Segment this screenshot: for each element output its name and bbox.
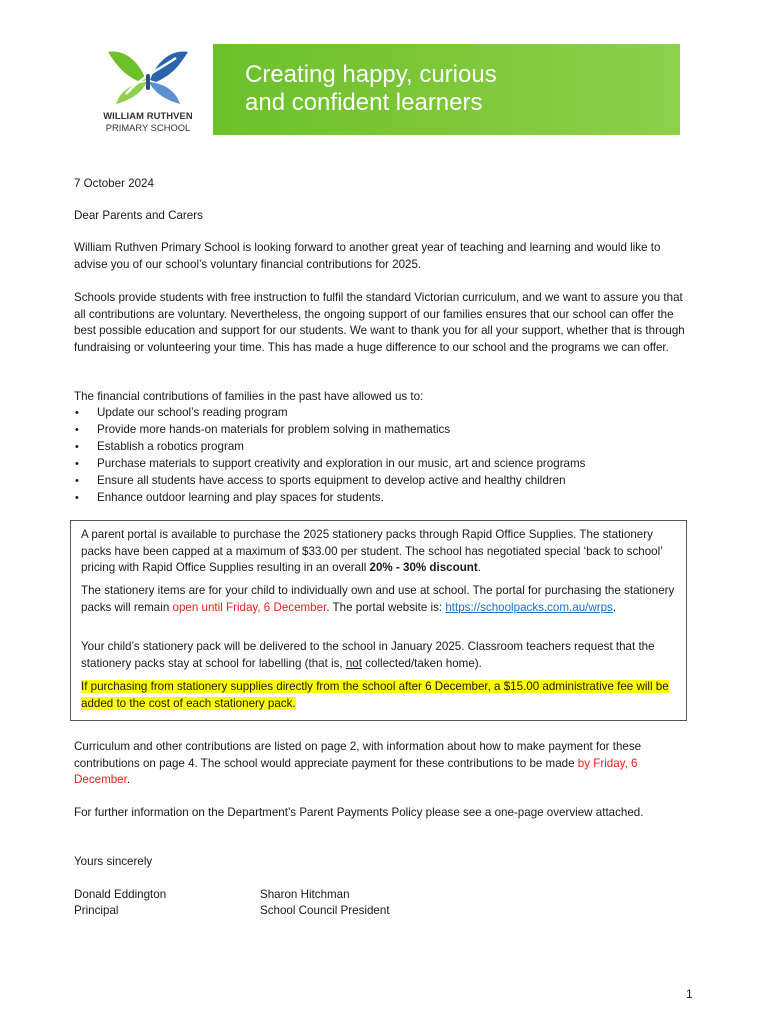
list-item-text: Establish a robotics program: [97, 440, 244, 453]
list-item: [74, 439, 694, 456]
bullet-glyph: •: [75, 424, 79, 436]
contributions-list: [74, 405, 694, 507]
list-item-text: Ensure all students have access to sports equipment to develop active and healthy children: [97, 474, 566, 487]
president-title: School Council President: [260, 904, 390, 917]
school-logo: [96, 44, 200, 140]
instruction-paragraph: Schools provide students with free instruction to fulfil the standard Victorian curriculum, and we want to assure you that all contributions are voluntary. Nevertheless, the ongoing support of our families ensures that our school can offer the best possible education and support for our students. We want to thank you for all your support, whether that is through fundraising or volunteering your time. This has made a huge difference to our school and the programs we can offer.: [74, 291, 685, 354]
policy-paragraph: For further information on the Department’s Parent Payments Policy please see a one-page overview attached.: [74, 806, 644, 819]
president-name: Sharon Hitchman: [260, 888, 350, 901]
stationery-info-box: [70, 520, 687, 721]
list-item: [74, 456, 694, 473]
stationery-portal-paragraph: A parent portal is available to purchase the 2025 stationery packs through Rapid Office Supplies. The stationery packs have been capped at a maximum of $33.00 per student. The school has negotiated special ‘back to school’ pricing with Rapid Office Supplies resulting in an overall 20% - 30% discount.: [81, 528, 663, 575]
logo-school-name: WILLIAM RUTHVEN: [103, 110, 193, 121]
principal-title: Principal: [74, 904, 119, 917]
list-item-text: Update our school’s reading program: [97, 406, 288, 419]
curriculum-paragraph: Curriculum and other contributions are listed on page 2, with information about how to make payment for these contributions on page 4. The school would appreciate payment for these contributions to be made by Friday, 6 December.: [74, 740, 642, 787]
butterfly-icon: [106, 44, 190, 108]
discount-text: 20% - 30% discount: [369, 561, 478, 575]
stationery-items-paragraph: The stationery items are for your child to individually own and use at school. The portal for purchasing the stationery packs will remain open until Friday, 6 December. The portal website is: https://schoolpacks.com.au/wrps.: [81, 584, 675, 614]
list-item-text: Enhance outdoor learning and play spaces for students.: [97, 491, 384, 504]
banner-slogan-line1: Creating happy, curious: [245, 61, 497, 88]
banner-slogan-line2: and confident learners: [245, 89, 483, 116]
contributions-lead-in: The financial contributions of families in the past have allowed us to:: [74, 390, 424, 403]
intro-paragraph: William Ruthven Primary School is looking forward to another great year of teaching and learning and would like to advise you of our school’s voluntary financial contributions for 2025.: [74, 241, 661, 271]
list-item-text: Purchase materials to support creativity and exploration in our music, art and science programs: [97, 457, 586, 470]
list-item: [74, 422, 694, 439]
not-underlined-text: not: [345, 656, 362, 670]
payment-deadline-text: by Friday, 6 December: [74, 756, 638, 787]
bullet-glyph: •: [75, 475, 79, 487]
list-item: [74, 473, 694, 490]
bullet-glyph: •: [75, 407, 79, 419]
portal-deadline-text: open until Friday, 6 December: [172, 600, 327, 614]
letter-closing: Yours sincerely: [74, 855, 153, 868]
logo-school-type: PRIMARY SCHOOL: [105, 122, 191, 133]
list-item: [74, 405, 694, 422]
letter-greeting: Dear Parents and Carers: [74, 209, 203, 222]
letter-date: 7 October 2024: [74, 177, 154, 190]
bullet-glyph: •: [75, 458, 79, 470]
bullet-glyph: •: [75, 441, 79, 453]
portal-website-link[interactable]: https://schoolpacks.com.au/wrps: [445, 600, 613, 614]
page-number: 1: [686, 987, 693, 1001]
list-item: [74, 490, 694, 507]
principal-name: Donald Eddington: [74, 888, 167, 901]
list-item-text: Provide more hands-on materials for problem solving in mathematics: [97, 423, 451, 436]
admin-fee-notice: [81, 679, 681, 712]
bullet-glyph: •: [75, 492, 79, 504]
highlighted-fee-text: If purchasing from stationery supplies directly from the school after 6 December, a $15.00 administrative fee will be added to the cost of each stationery pack.: [81, 680, 669, 710]
stationery-delivery-paragraph: Your child’s stationery pack will be delivered to the school in January 2025. Classroom teachers request that the stationery packs stay at school for labelling (that is, not collected/taken home).: [81, 640, 655, 670]
header-banner: [213, 44, 680, 135]
